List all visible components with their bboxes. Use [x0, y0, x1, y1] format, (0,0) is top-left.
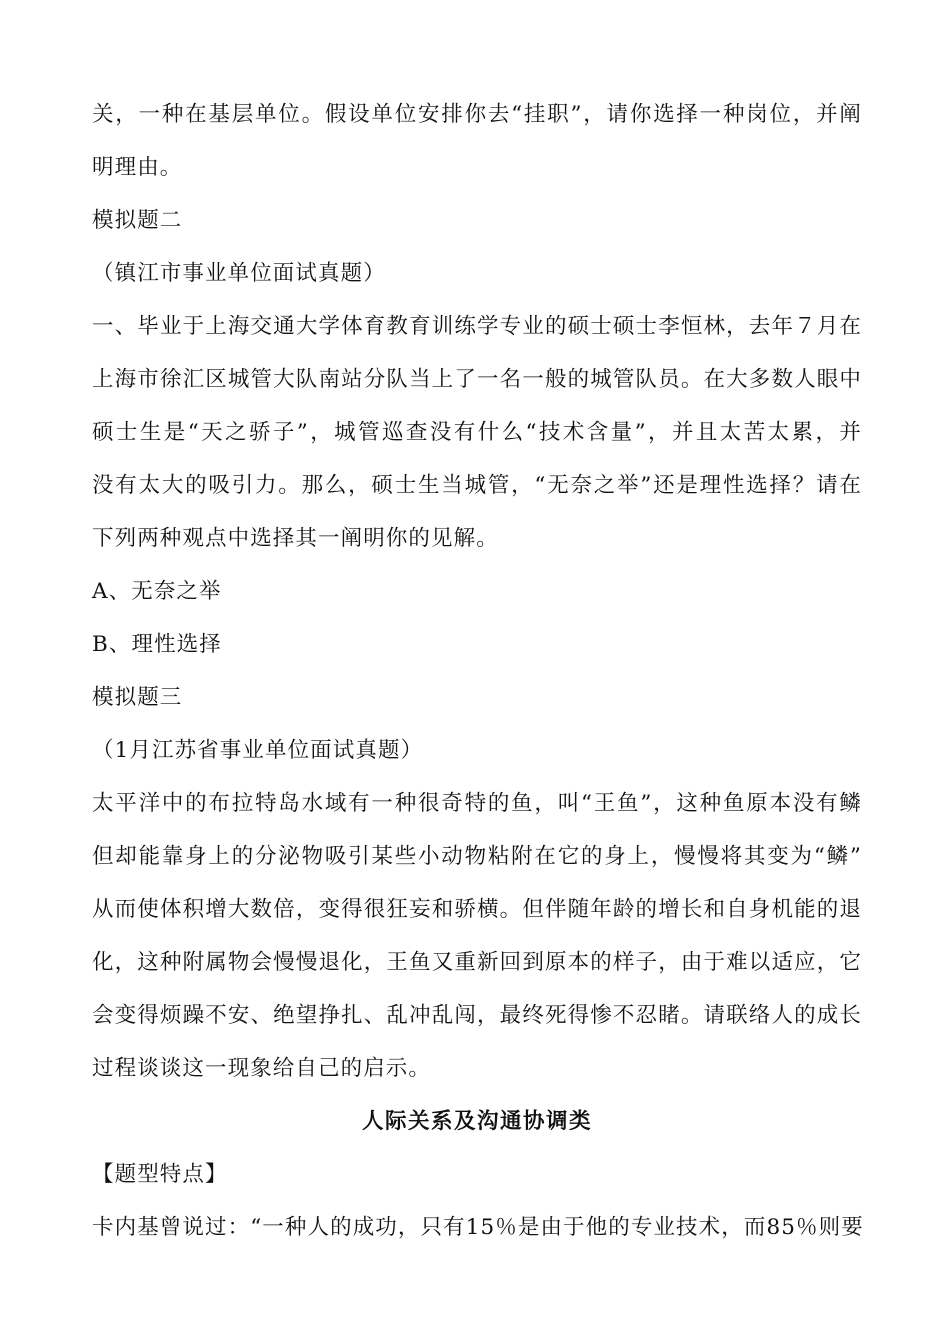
paragraph-line: 关，一种在基层单位。假设单位安排你去“挂职”，请你选择一种岗位，并阐 — [92, 102, 862, 127]
category-heading: 人际关系及沟通协调类 — [361, 1109, 592, 1134]
paragraph-line: 下列两种观点中选择其一阐明你的见解。 — [92, 526, 499, 551]
paragraph-line: 没有太大的吸引力。那么，硕士生当城管，“无奈之举”还是理性选择？请在 — [92, 473, 862, 498]
section-title: 模拟题二 — [92, 208, 183, 233]
subsection-label: 【题型特点】 — [92, 1162, 228, 1187]
paragraph-line: 上海市徐汇区城管大队南站分队当上了一名一般的城管队员。在大多数人眼中 — [92, 367, 862, 392]
paragraph-line: 从而使体积增大数倍，变得很狂妄和骄横。但伴随年龄的增长和自身机能的退 — [92, 897, 862, 922]
document-page — [92, 88, 862, 1254]
paragraph-line: 明理由。 — [92, 155, 183, 180]
paragraph-line: 但却能靠身上的分泌物吸引某些小动物粘附在它的身上，慢慢将其变为“鳞” — [92, 844, 862, 869]
section-title: 模拟题三 — [92, 685, 183, 710]
paragraph-line: 化，这种附属物会慢慢退化，王鱼又重新回到原本的样子，由于难以适应，它 — [92, 950, 862, 975]
paragraph-line: 太平洋中的布拉特岛水域有一种很奇特的鱼，叫“王鱼”，这种鱼原本没有鳞 — [92, 791, 862, 816]
source-note: （1月江苏省事业单位面试真题） — [92, 738, 424, 763]
option-b: B、理性选择 — [92, 632, 222, 657]
paragraph-line: 过程谈谈这一现象给自己的启示。 — [92, 1056, 432, 1081]
paragraph-line: 会变得烦躁不安、绝望挣扎、乱冲乱闯，最终死得惨不忍睹。请联络人的成长 — [92, 1003, 862, 1028]
source-note: （镇江市事业单位面试真题） — [92, 261, 386, 286]
paragraph-line: 一、毕业于上海交通大学体育教育训练学专业的硕士硕士李恒林，去年７月在 — [92, 314, 862, 339]
paragraph-line: 硕士生是“天之骄子”，城管巡查没有什么“技术含量”，并且太苦太累，并 — [92, 420, 862, 445]
option-a: A、无奈之举 — [92, 579, 222, 604]
paragraph-line: 卡内基曾说过：“一种人的成功，只有15％是由于他的专业技术，而85％则要 — [92, 1215, 864, 1240]
